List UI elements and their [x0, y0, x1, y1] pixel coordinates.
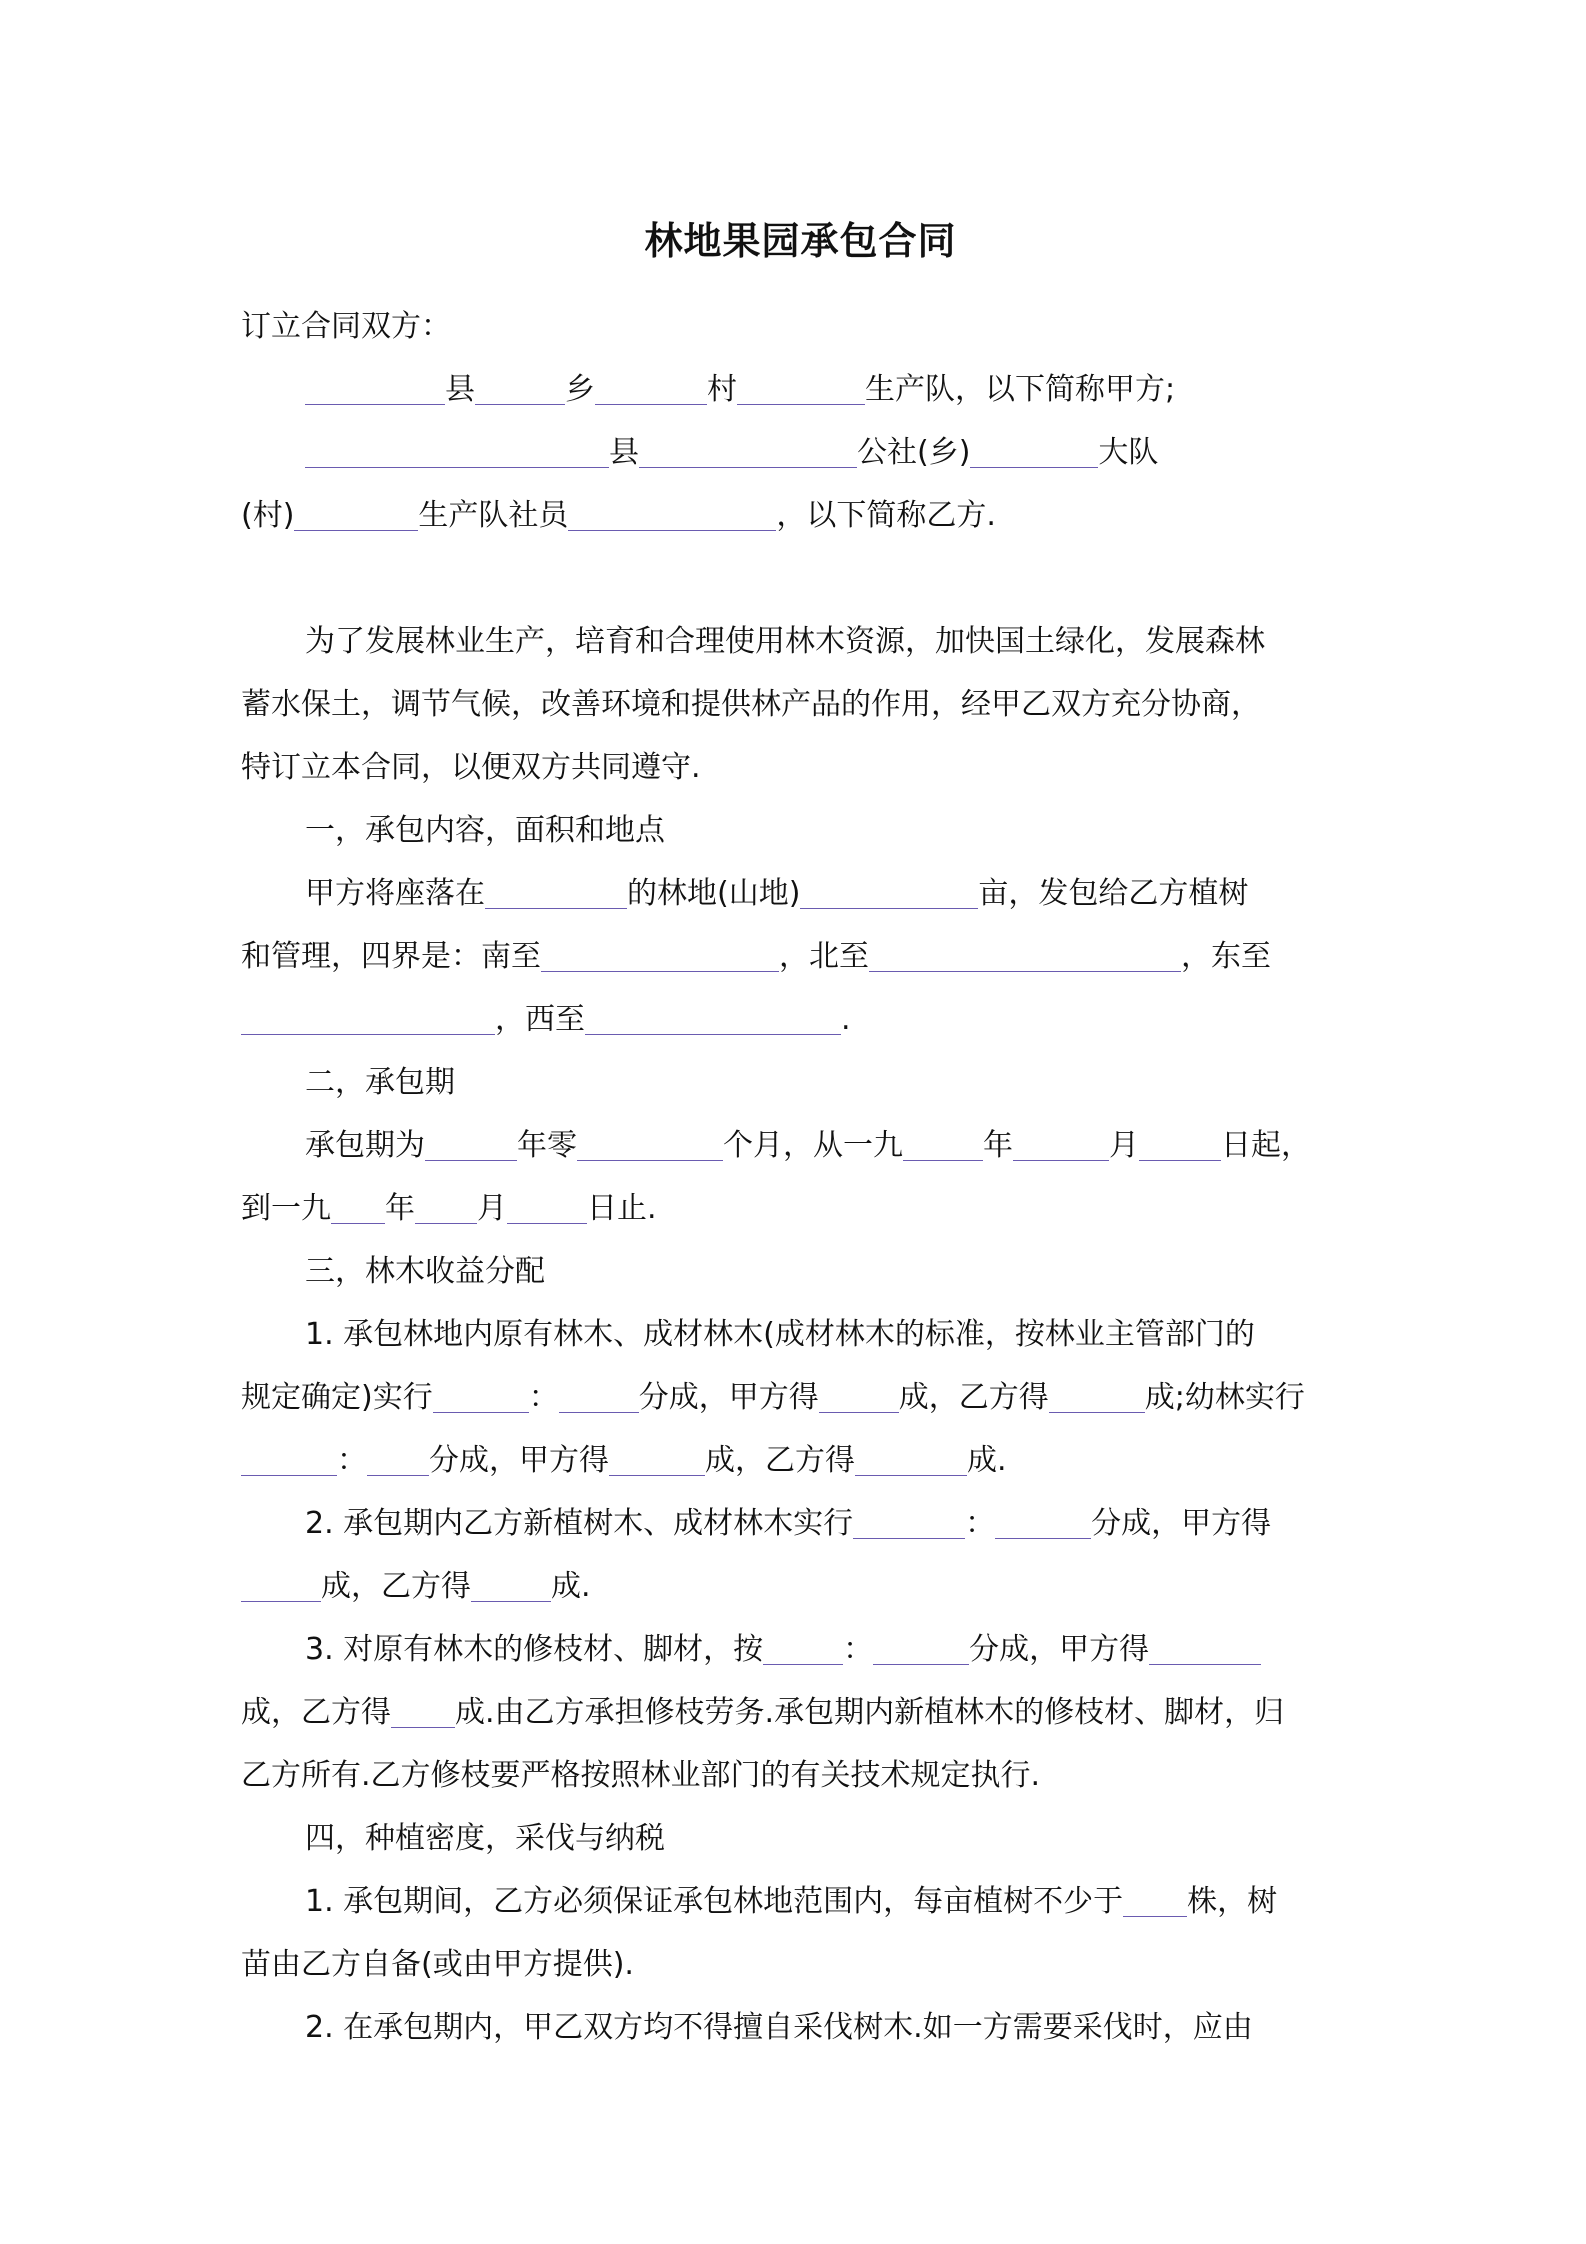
blank-field[interactable]	[855, 1439, 967, 1476]
blank-field[interactable]	[800, 872, 978, 909]
blank-field[interactable]	[1123, 1880, 1187, 1917]
blank-field[interactable]	[305, 368, 445, 405]
blank-field[interactable]	[415, 1187, 477, 1224]
blank-field[interactable]	[331, 1187, 385, 1224]
section3-p3-line-1: 3. 对原有林木的修枝材、脚材，按 ： 分成，甲方得	[241, 1618, 1360, 1681]
blank-field[interactable]	[585, 998, 841, 1035]
section1-line-1: 甲方将座落在 的林地(山地) 亩，发包给乙方植树	[241, 862, 1360, 925]
blank-field[interactable]	[970, 431, 1098, 468]
blank-field[interactable]	[475, 368, 565, 405]
blank-field[interactable]	[471, 1565, 551, 1602]
blank-field[interactable]	[507, 1187, 587, 1224]
section1-line-3: ，西至 .	[241, 988, 1360, 1051]
preamble-line: 特订立本合同，以便双方共同遵守.	[241, 750, 701, 785]
blank-field[interactable]	[995, 1502, 1091, 1539]
spacer	[241, 547, 1360, 610]
section-heading: 二，承包期	[305, 1065, 455, 1100]
blank-field[interactable]	[903, 1124, 983, 1161]
section3-p3-line-2: 成，乙方得 成.由乙方承担修枝劳务.承包期内新植林木的修枝材、脚材，归	[241, 1681, 1360, 1744]
blank-field[interactable]	[1049, 1376, 1145, 1413]
section3-p1-line-1: 1. 承包林地内原有林木、成材林木(成材林木的标准，按林业主管部门的	[305, 1317, 1255, 1352]
blank-field[interactable]	[819, 1376, 899, 1413]
parties-heading: 订立合同双方：	[241, 309, 451, 344]
section2-line-2: 到一九 年 月 日止.	[241, 1177, 1360, 1240]
section3-p1-line-2: 规定确定)实行 ： 分成，甲方得 成，乙方得 成;幼林实行	[241, 1366, 1360, 1429]
section1-line-2: 和管理，四界是：南至 ，北至 ，东至	[241, 925, 1360, 988]
section3-p2-line-1: 2. 承包期内乙方新植树木、成材林木实行 ： 分成，甲方得	[241, 1492, 1360, 1555]
blank-field[interactable]	[391, 1691, 455, 1728]
blank-field[interactable]	[853, 1502, 965, 1539]
blank-field[interactable]	[485, 872, 627, 909]
blank-field[interactable]	[595, 368, 707, 405]
section-heading: 四，种植密度，采伐与纳税	[305, 1821, 665, 1856]
blank-field[interactable]	[869, 935, 1181, 972]
preamble-line: 蓄水保土，调节气候，改善环境和提供林产品的作用，经甲乙双方充分协商，	[241, 687, 1261, 722]
blank-field[interactable]	[433, 1376, 529, 1413]
section3-p1-line-3: ： 分成，甲方得 成，乙方得 成.	[241, 1429, 1360, 1492]
blank-field[interactable]	[1149, 1628, 1261, 1665]
blank-field[interactable]	[425, 1124, 517, 1161]
preamble-line: 为了发展林业生产，培育和合理使用林木资源，加快国土绿化，发展森林	[305, 624, 1265, 659]
section4-p1-line-1: 1. 承包期间，乙方必须保证承包林地范围内，每亩植树不少于 株，树	[241, 1870, 1360, 1933]
blank-field[interactable]	[1139, 1124, 1221, 1161]
blank-field[interactable]	[241, 998, 495, 1035]
party-a-line: 县 乡 村 生产队，以下简称甲方;	[241, 358, 1360, 421]
document-title: 林地果园承包合同	[644, 219, 957, 263]
blank-field[interactable]	[305, 431, 609, 468]
blank-field[interactable]	[763, 1628, 843, 1665]
blank-field[interactable]	[609, 1439, 705, 1476]
section4-p1-line-2: 苗由乙方自备(或由甲方提供).	[241, 1947, 634, 1982]
section-heading: 三，林木收益分配	[305, 1254, 545, 1289]
section4-p2-line-1: 2. 在承包期内，甲乙双方均不得擅自采伐树木.如一方需要采伐时，应由	[305, 2010, 1253, 2045]
blank-field[interactable]	[559, 1376, 639, 1413]
blank-field[interactable]	[541, 935, 779, 972]
blank-field[interactable]	[873, 1628, 969, 1665]
blank-field[interactable]	[1013, 1124, 1109, 1161]
party-b-line-1: 县 公社(乡) 大队	[241, 421, 1360, 484]
blank-field[interactable]	[568, 494, 776, 531]
blank-field[interactable]	[241, 1439, 337, 1476]
section-heading: 一，承包内容，面积和地点	[305, 813, 665, 848]
party-b-line-2: (村) 生产队社员 ，以下简称乙方.	[241, 484, 1360, 547]
blank-field[interactable]	[367, 1439, 429, 1476]
blank-field[interactable]	[577, 1124, 723, 1161]
blank-field[interactable]	[294, 494, 418, 531]
section2-line-1: 承包期为 年零 个月，从一九 年 月 日起，	[241, 1114, 1360, 1177]
blank-field[interactable]	[737, 368, 865, 405]
blank-field[interactable]	[639, 431, 857, 468]
section3-p2-line-2: 成，乙方得 成.	[241, 1555, 1360, 1618]
blank-field[interactable]	[241, 1565, 321, 1602]
section3-p3-line-3: 乙方所有.乙方修枝要严格按照林业部门的有关技术规定执行.	[241, 1758, 1041, 1793]
